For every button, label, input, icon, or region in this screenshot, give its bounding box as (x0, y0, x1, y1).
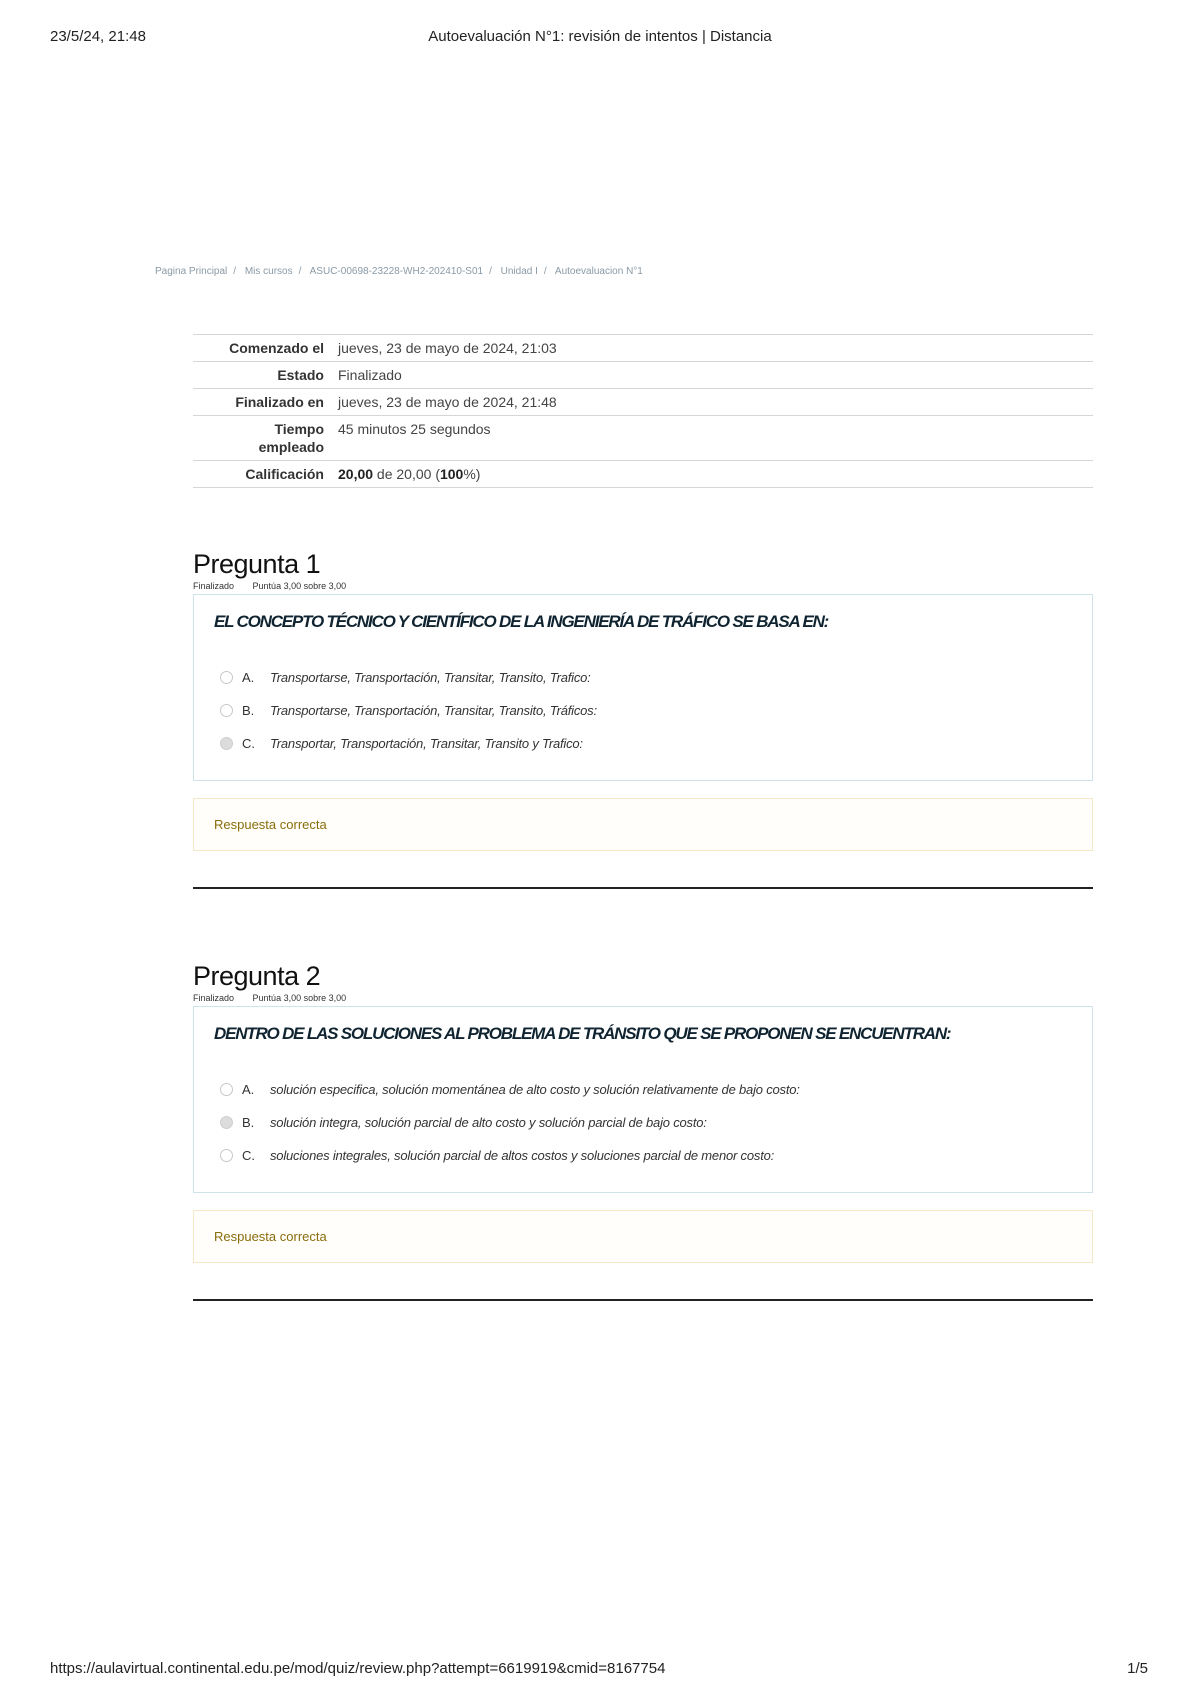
question-divider (193, 1299, 1093, 1301)
question-title: Pregunta 1 (193, 549, 321, 579)
print-url: https://aulavirtual.continental.edu.pe/mod/quiz/review.php?attempt=6619919&cmid=8167754 (50, 1660, 666, 1677)
summary-row-grade (193, 461, 1093, 488)
option-letter: B. (242, 703, 255, 718)
question-text: DENTRO DE LAS SOLUCIONES AL PROBLEMA DE TRÁNSITO QUE SE PROPONEN SE ENCUENTRAN: (214, 1024, 951, 1043)
grade-score: 20,00 (338, 466, 374, 482)
print-datetime: 23/5/24, 21:48 (50, 28, 146, 45)
answer-option-c[interactable] (214, 727, 1072, 760)
grade-percent: 100 (439, 466, 464, 482)
question-info (193, 992, 1093, 1004)
finished-value: jueves, 23 de mayo de 2024, 21:48 (338, 394, 557, 410)
answer-option-a[interactable] (214, 1073, 1072, 1106)
answer-option-b[interactable] (214, 694, 1072, 727)
answer-options (214, 661, 1072, 760)
started-label: Comenzado el (229, 340, 324, 356)
option-letter: A. (242, 670, 255, 685)
question-status: Finalizado (193, 581, 235, 591)
option-text: Transportarse, Transportación, Transitar, Transito, Tráficos: (270, 703, 597, 718)
started-value: jueves, 23 de mayo de 2024, 21:03 (338, 340, 557, 356)
breadcrumb-item-my-courses[interactable]: Mis cursos (244, 266, 293, 277)
question-points: Puntúa 3,00 sobre 3,00 (252, 581, 347, 591)
question-1 (193, 548, 1093, 889)
radio-button-selected[interactable] (220, 1116, 233, 1129)
grade-out-of: de 20,00 ( (373, 466, 440, 482)
breadcrumb-item-quiz[interactable]: Autoevaluacion N°1 (554, 266, 643, 277)
option-text: soluciones integrales, solución parcial de altos costos y soluciones parcial de menor costo: (270, 1148, 775, 1163)
option-letter: A. (242, 1082, 255, 1097)
answer-feedback: Respuesta correcta (193, 798, 1093, 851)
summary-row-started (193, 335, 1093, 362)
grade-percent-end: %) (463, 466, 481, 482)
option-text: solución integra, solución parcial de alto costo y solución parcial de bajo costo: (270, 1115, 707, 1130)
grade-value (338, 461, 1093, 488)
summary-row-finished (193, 389, 1093, 416)
option-text: Transportarse, Transportación, Transitar, Transito, Trafico: (270, 670, 591, 685)
breadcrumb-item-home[interactable]: Pagina Principal (155, 266, 228, 277)
time-label-line-2: empleado (258, 439, 324, 455)
state-value: Finalizado (338, 367, 402, 383)
answer-option-a[interactable] (214, 661, 1072, 694)
print-header (50, 28, 1150, 50)
summary-row-state (193, 362, 1093, 389)
summary-row-time (193, 416, 1093, 461)
breadcrumb-separator: / (543, 266, 547, 277)
time-label (193, 416, 338, 461)
print-page-title: Autoevaluación N°1: revisión de intentos | Distancia (428, 28, 772, 45)
option-text: solución especifica, solución momentánea de alto costo y solución relativamente de bajo costo: (270, 1082, 800, 1097)
finished-label: Finalizado en (235, 394, 324, 410)
option-letter: C. (242, 1148, 255, 1163)
print-page-number: 1/5 (1127, 1660, 1148, 1677)
breadcrumb-item-course[interactable]: ASUC-00698-23228-WH2-202410-S01 (309, 266, 484, 277)
state-label: Estado (277, 367, 324, 383)
question-status: Finalizado (193, 993, 235, 1003)
question-title: Pregunta 2 (193, 961, 321, 991)
attempt-summary-table (193, 334, 1093, 488)
answer-options (214, 1073, 1072, 1172)
breadcrumb (155, 266, 643, 277)
question-2 (193, 960, 1093, 1301)
option-letter: B. (242, 1115, 255, 1130)
question-text: EL CONCEPTO TÉCNICO Y CIENTÍFICO DE LA INGENIERÍA DE TRÁFICO SE BASA EN: (214, 612, 829, 631)
radio-button[interactable] (220, 1083, 233, 1096)
question-info (193, 580, 1093, 592)
radio-button-selected[interactable] (220, 737, 233, 750)
radio-button[interactable] (220, 671, 233, 684)
breadcrumb-separator: / (489, 266, 492, 277)
question-content-box (193, 594, 1093, 781)
print-footer (50, 1660, 1148, 1682)
time-value: 45 minutos 25 segundos (338, 421, 491, 437)
answer-feedback: Respuesta correcta (193, 1210, 1093, 1263)
option-letter: C. (242, 736, 255, 751)
grade-label: Calificación (245, 466, 324, 482)
breadcrumb-separator: / (298, 266, 302, 277)
radio-button[interactable] (220, 704, 233, 717)
question-content-box (193, 1006, 1093, 1193)
breadcrumb-separator: / (233, 266, 237, 277)
answer-option-b[interactable] (214, 1106, 1072, 1139)
question-divider (193, 887, 1093, 889)
breadcrumb-item-unit[interactable]: Unidad I (500, 266, 538, 277)
answer-option-c[interactable] (214, 1139, 1072, 1172)
question-points: Puntúa 3,00 sobre 3,00 (252, 993, 347, 1003)
option-text: Transportar, Transportación, Transitar, Transito y Trafico: (270, 736, 583, 751)
time-label-line-1: Tiempo (274, 421, 324, 437)
radio-button[interactable] (220, 1149, 233, 1162)
